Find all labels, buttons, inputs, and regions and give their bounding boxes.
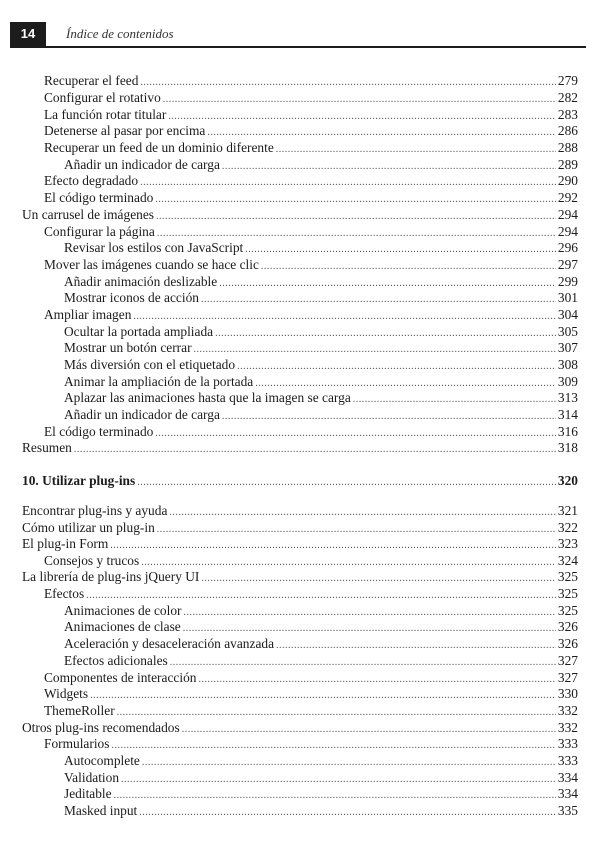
toc-entry	[44, 685, 578, 702]
toc-entry	[22, 519, 578, 536]
toc-entry-title: El código terminado	[44, 424, 154, 439]
page-number-badge: 14	[10, 22, 46, 46]
toc-entry-title: Ocultar la portada ampliada	[64, 324, 214, 339]
toc-entry	[44, 552, 578, 569]
toc-entry	[44, 735, 578, 752]
toc-entry-title: 10. Utilizar plug-ins	[22, 473, 136, 488]
toc-entry-title: Masked input	[64, 803, 138, 818]
toc-entry-title: Añadir un indicador de carga	[64, 157, 220, 172]
toc-entry-page: 335	[557, 803, 578, 818]
toc-entry-title: La librería de plug-ins jQuery UI	[22, 569, 200, 584]
toc-entry-page: 288	[557, 140, 578, 155]
toc-entry	[44, 189, 578, 206]
toc-entry-page: 283	[557, 107, 578, 122]
toc-entry-title: Un carrusel de imágenes	[22, 207, 154, 222]
toc-entry-page: 296	[557, 240, 578, 255]
toc-entry	[44, 306, 578, 323]
toc-entry-title: Recuperar un feed de un dominio diferente	[44, 140, 274, 155]
toc-entry-page: 325	[557, 603, 578, 618]
toc-entry-title: Configurar la página	[44, 224, 155, 239]
toc-entry-title: Mostrar un botón cerrar	[64, 340, 192, 355]
toc-entry-title: Configurar el rotativo	[44, 90, 161, 105]
toc-entry	[44, 89, 578, 106]
toc-entry	[64, 239, 578, 256]
toc-entry-title: Ampliar imagen	[44, 307, 132, 322]
toc-entry-page: 325	[557, 586, 578, 601]
toc-entry-page: 301	[557, 290, 578, 305]
toc-entry-title: Otros plug-ins recomendados	[22, 720, 180, 735]
toc-entry-page: 305	[557, 324, 578, 339]
dot-leader	[137, 474, 556, 491]
toc-entry	[44, 702, 578, 719]
toc-entry-title: Detenerse al pasar por encima	[44, 123, 206, 138]
toc-entry-page: 332	[557, 720, 578, 735]
toc-entry-page: 322	[557, 520, 578, 535]
chapter-heading-row	[22, 472, 578, 489]
toc-entry-page: 316	[557, 424, 578, 439]
toc-entry-page: 282	[557, 90, 578, 105]
toc-entry-page: 326	[557, 619, 578, 634]
toc-entry-title: Mostrar iconos de acción	[64, 290, 199, 305]
toc-entry-title: Revisar los estilos con JavaScript	[64, 240, 244, 255]
toc-entry-title: Autocomplete	[64, 753, 140, 768]
toc-entry-page: 333	[557, 753, 578, 768]
toc-entry-title: Resumen	[22, 440, 72, 455]
toc-entry-title: Más diversión con el etiquetado	[64, 357, 236, 372]
toc-entry-title: Efectos adicionales	[64, 653, 168, 668]
toc-entry	[44, 423, 578, 440]
toc-entry	[22, 568, 578, 585]
toc-entry	[44, 106, 578, 123]
toc-entry-page: 330	[557, 686, 578, 701]
toc-entry-page: 327	[557, 670, 578, 685]
toc-entry-page: 327	[557, 653, 578, 668]
toc-entry	[44, 669, 578, 686]
toc-entry	[64, 323, 578, 340]
toc-entry-title: Componentes de interacción	[44, 670, 197, 685]
toc-entry	[44, 172, 578, 189]
toc-entry-page: 304	[557, 307, 578, 322]
toc-entry	[64, 356, 578, 373]
toc-entry	[44, 122, 578, 139]
toc-entry-page: 332	[557, 703, 578, 718]
toc-entry	[64, 769, 578, 786]
toc-entry-title: ThemeRoller	[44, 703, 115, 718]
toc-entry	[64, 156, 578, 173]
toc-entry-page: 314	[557, 407, 578, 422]
toc-entry	[22, 502, 578, 519]
toc-entry-title: Cómo utilizar un plug-in	[22, 520, 155, 535]
toc-entry	[64, 289, 578, 306]
toc-entry	[44, 139, 578, 156]
toc-entry-page: 334	[557, 786, 578, 801]
toc-entry-page: 286	[557, 123, 578, 138]
running-header-title: Índice de contenidos	[66, 26, 174, 41]
toc-entry	[22, 206, 578, 223]
toc-entry	[64, 373, 578, 390]
toc-entry	[64, 389, 578, 406]
toc-entry-title: Animaciones de color	[64, 603, 182, 618]
toc-entry-title: Recuperar el feed	[44, 73, 139, 88]
toc-entry-page: 325	[557, 569, 578, 584]
toc-entry	[64, 602, 578, 619]
toc-entry-page: 333	[557, 736, 578, 751]
toc-entry-page: 294	[557, 207, 578, 222]
toc-entry-page: 294	[557, 224, 578, 239]
toc-entry-page: 323	[557, 536, 578, 551]
toc-entry	[22, 439, 578, 456]
toc-entry-title: Formularios	[44, 736, 110, 751]
toc-entry-page: 326	[557, 636, 578, 651]
toc-entry-title: Consejos y trucos	[44, 553, 140, 568]
toc-entry-title: Aceleración y desaceleración avanzada	[64, 636, 275, 651]
toc-entry	[64, 273, 578, 290]
toc-entry	[44, 256, 578, 273]
toc-entry	[64, 785, 578, 802]
toc-entry-title: Animaciones de clase	[64, 619, 181, 634]
toc-entry-title: Widgets	[44, 686, 89, 701]
toc-entry-title: Aplazar las animaciones hasta que la imagen se carga	[64, 390, 351, 405]
toc-entry	[64, 802, 578, 819]
toc-entry	[44, 72, 578, 89]
toc-entry-title: El plug-in Form	[22, 536, 109, 551]
toc-entry-page: 308	[557, 357, 578, 372]
toc-entry-page: 297	[557, 257, 578, 272]
toc-entry-title: Efecto degradado	[44, 173, 139, 188]
toc-entry-title: Jeditable	[64, 786, 112, 801]
toc-entry-page: 318	[557, 440, 578, 455]
toc-entry-title: Animar la ampliación de la portada	[64, 374, 254, 389]
toc-entry	[64, 752, 578, 769]
toc-entry	[64, 339, 578, 356]
toc-entry-page: 299	[557, 274, 578, 289]
toc-entry	[64, 652, 578, 669]
toc-entry	[64, 635, 578, 652]
dot-leader	[139, 804, 556, 821]
toc-entry-title: Validation	[64, 770, 120, 785]
toc-entry	[64, 618, 578, 635]
toc-entry	[22, 535, 578, 552]
toc-entry	[44, 585, 578, 602]
toc-entry-page: 279	[557, 73, 578, 88]
dot-leader	[74, 441, 556, 458]
toc-entry-title: Efectos	[44, 586, 85, 601]
toc-entry-page: 321	[557, 503, 578, 518]
toc-entry-title: Añadir un indicador de carga	[64, 407, 220, 422]
toc-entry-page: 307	[557, 340, 578, 355]
toc-entry-title: Encontrar plug-ins y ayuda	[22, 503, 168, 518]
toc-entry-title: El código terminado	[44, 190, 154, 205]
toc-entry	[64, 406, 578, 423]
toc-entry-title: Añadir animación deslizable	[64, 274, 218, 289]
toc-entry-page: 292	[557, 190, 578, 205]
toc-entry-title: La función rotar titular	[44, 107, 167, 122]
toc-entry-page: 320	[557, 473, 578, 488]
toc-entry-page: 313	[557, 390, 578, 405]
toc-entry	[22, 719, 578, 736]
toc-entry	[44, 223, 578, 240]
toc-entry-page: 309	[557, 374, 578, 389]
toc-entry-title: Mover las imágenes cuando se hace clic	[44, 257, 259, 272]
toc-entry-page: 290	[557, 173, 578, 188]
toc-entry-page: 324	[557, 553, 578, 568]
toc-entry-page: 334	[557, 770, 578, 785]
toc-entry-page: 289	[557, 157, 578, 172]
